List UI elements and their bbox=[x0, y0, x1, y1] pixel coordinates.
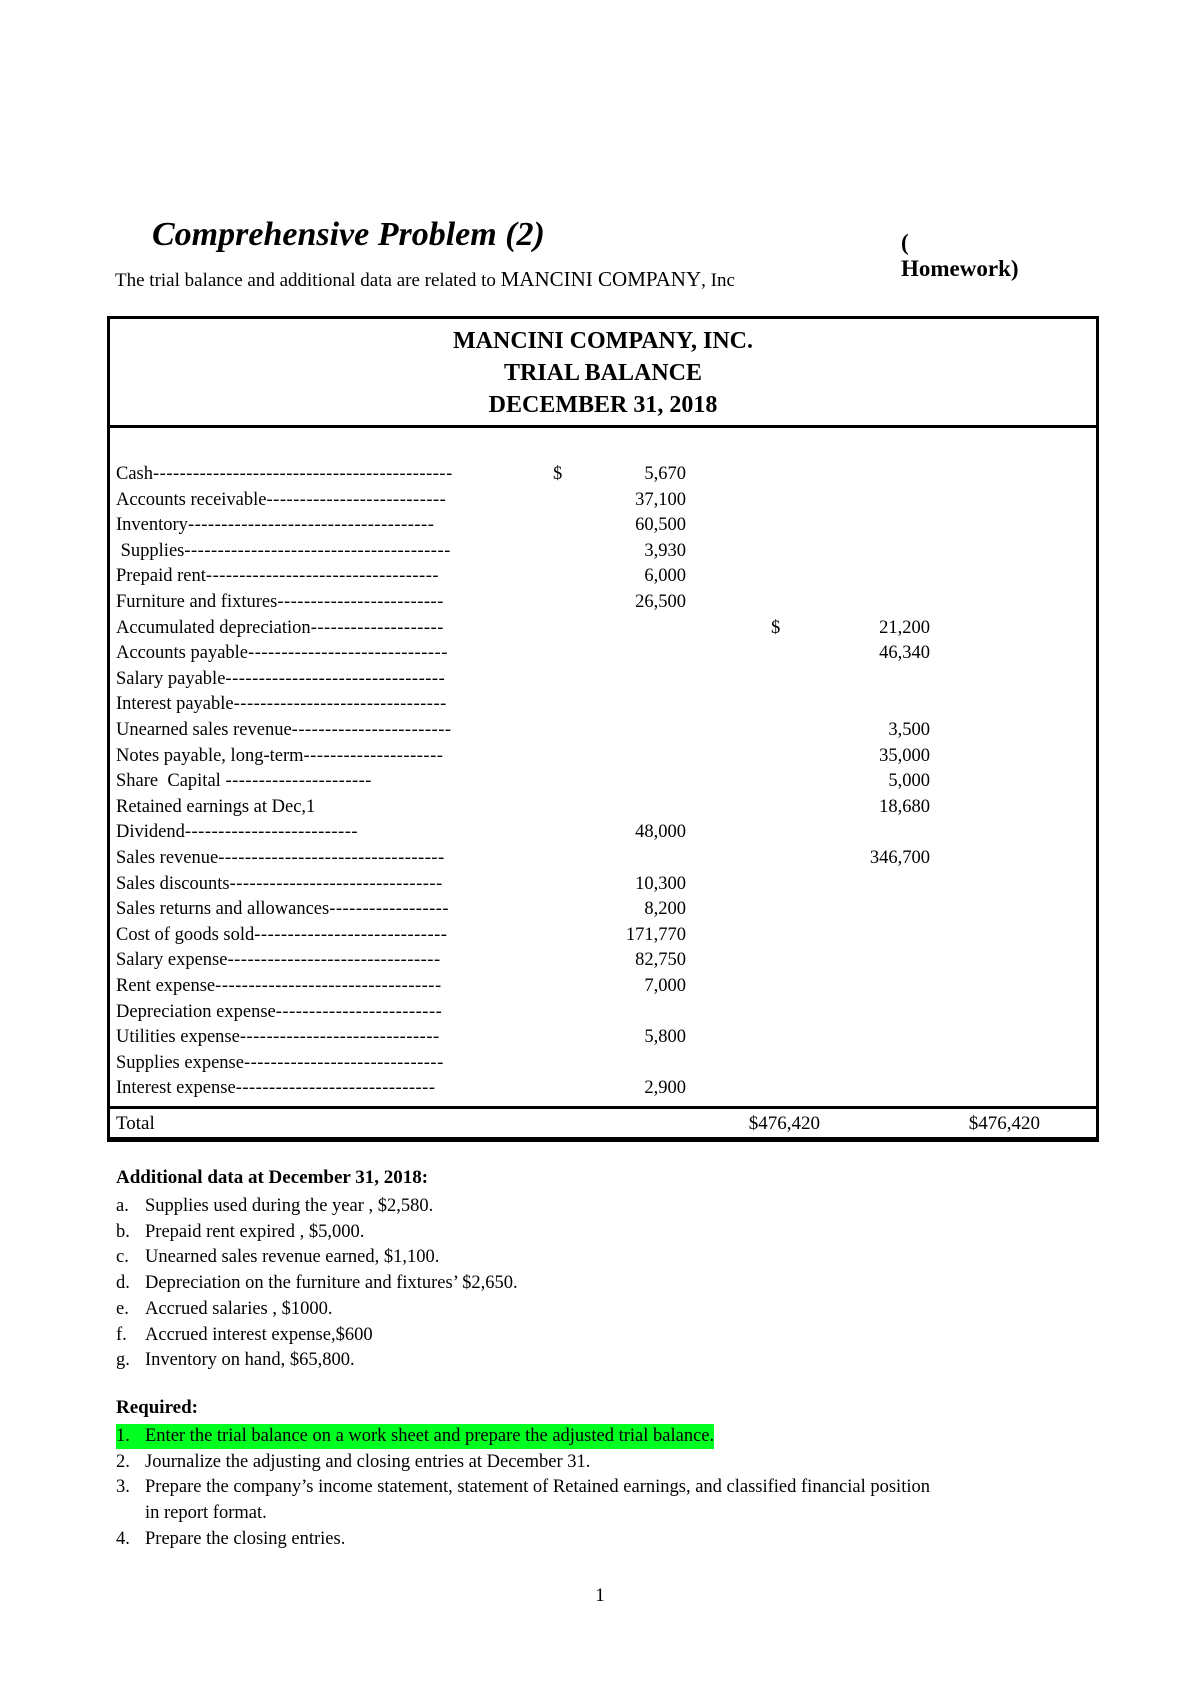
required-item bbox=[116, 1450, 590, 1475]
list-item bbox=[116, 1220, 364, 1245]
leader-dashes: ------------------------- bbox=[277, 592, 444, 612]
account-label: Accounts receivable bbox=[116, 490, 267, 510]
account-label: Cash bbox=[116, 464, 153, 484]
account-name bbox=[116, 590, 536, 615]
list-item bbox=[116, 1297, 333, 1322]
account-name bbox=[116, 564, 536, 589]
list-marker: g. bbox=[116, 1350, 130, 1370]
credit-amount bbox=[810, 1025, 930, 1050]
account-name bbox=[116, 820, 536, 845]
leader-dashes: -------------------------------- bbox=[233, 694, 447, 714]
account-name bbox=[116, 795, 536, 820]
leader-dashes: ----------------------------------- bbox=[205, 566, 440, 586]
account-label: Sales revenue bbox=[116, 848, 219, 868]
list-marker: e. bbox=[116, 1299, 129, 1319]
debit-amount bbox=[566, 641, 686, 666]
account-name bbox=[116, 846, 536, 871]
account-label: Utilities expense bbox=[116, 1027, 240, 1047]
account-name bbox=[116, 1025, 536, 1050]
debit-amount bbox=[566, 769, 686, 794]
list-marker: 4. bbox=[116, 1529, 130, 1549]
leader-dashes: ------------------------- bbox=[275, 1002, 443, 1022]
list-marker: b. bbox=[116, 1222, 130, 1242]
leader-dashes: -------------------------- bbox=[184, 822, 359, 842]
account-name bbox=[116, 1076, 536, 1101]
account-name bbox=[116, 641, 536, 666]
account-label: Accounts payable bbox=[116, 643, 249, 663]
debit-amount bbox=[566, 1000, 686, 1025]
account-label: Sales discounts bbox=[116, 874, 230, 894]
debit-amount bbox=[566, 616, 686, 641]
credit-amount: 21,200 bbox=[879, 618, 930, 638]
account-name bbox=[116, 974, 536, 999]
list-item bbox=[116, 1271, 518, 1296]
homework-tag: ( Homework) bbox=[901, 230, 1019, 281]
trial-balance-header bbox=[110, 319, 1096, 428]
list-text: Journalize the adjusting and closing entries at December 31. bbox=[145, 1452, 591, 1472]
debit-amount bbox=[566, 846, 686, 871]
intro-suffix: , Inc bbox=[701, 270, 735, 291]
leader-dashes: ------------------ bbox=[329, 899, 450, 919]
account-name bbox=[116, 667, 536, 692]
debit-amount: 82,750 bbox=[635, 950, 686, 970]
debit-amount: 7,000 bbox=[644, 976, 686, 996]
total-credit: $476,420 bbox=[968, 1113, 1040, 1134]
credit-amount bbox=[810, 872, 930, 897]
account-label: Salary payable bbox=[116, 669, 226, 689]
leader-dashes: ---------------------------------- bbox=[215, 976, 442, 996]
account-name bbox=[116, 616, 536, 641]
debit-amount: 26,500 bbox=[635, 592, 686, 612]
credit-currency: $ bbox=[771, 618, 781, 638]
credit-amount bbox=[810, 820, 930, 845]
leader-dashes: ------------------------------ bbox=[243, 1053, 444, 1073]
account-name bbox=[116, 769, 536, 794]
list-text: in report format. bbox=[145, 1503, 267, 1523]
account-name bbox=[116, 462, 536, 487]
leader-dashes: --------------------- bbox=[303, 746, 444, 766]
credit-amount: 18,680 bbox=[879, 797, 930, 817]
credit-amount bbox=[810, 564, 930, 589]
credit-amount bbox=[810, 590, 930, 615]
account-label: Supplies expense bbox=[116, 1053, 244, 1073]
statement-date: DECEMBER 31, 2018 bbox=[488, 392, 718, 418]
page-number: 1 bbox=[595, 1585, 605, 1606]
account-label: Unearned sales revenue bbox=[116, 720, 292, 740]
account-label: Sales returns and allowances bbox=[116, 899, 330, 919]
account-label: Cost of goods sold bbox=[116, 925, 255, 945]
debit-amount: 8,200 bbox=[644, 899, 686, 919]
credit-amount bbox=[810, 897, 930, 922]
list-marker: c. bbox=[116, 1247, 129, 1267]
list-marker: f. bbox=[116, 1325, 127, 1345]
credit-amount bbox=[810, 948, 930, 973]
list-marker: a. bbox=[116, 1196, 129, 1216]
account-label: Depreciation expense bbox=[116, 1002, 276, 1022]
list-marker: 2. bbox=[116, 1452, 130, 1472]
list-text: Depreciation on the furniture and fixtures’ $2,650. bbox=[145, 1273, 518, 1293]
credit-amount bbox=[810, 462, 930, 487]
debit-amount: 60,500 bbox=[635, 515, 686, 535]
debit-amount bbox=[566, 795, 686, 820]
leader-dashes: -------------------------------- bbox=[227, 950, 441, 970]
debit-amount bbox=[566, 744, 686, 769]
account-name bbox=[116, 897, 536, 922]
credit-amount bbox=[810, 974, 930, 999]
list-marker: d. bbox=[116, 1273, 130, 1293]
credit-amount bbox=[810, 667, 930, 692]
total-debit: $476,420 bbox=[748, 1113, 820, 1134]
leader-dashes: ------------------------------ bbox=[248, 643, 448, 663]
account-label: Salary expense bbox=[116, 950, 228, 970]
credit-amount bbox=[810, 1000, 930, 1025]
leader-dashes: ------------------------------ bbox=[239, 1027, 440, 1047]
account-label: Accumulated depreciation bbox=[116, 618, 311, 638]
list-text: Unearned sales revenue earned, $1,100. bbox=[145, 1247, 440, 1267]
statement-name: TRIAL BALANCE bbox=[503, 360, 703, 386]
credit-amount bbox=[810, 923, 930, 948]
account-name bbox=[116, 1000, 536, 1025]
leader-dashes: -------------------------------- bbox=[229, 874, 443, 894]
list-text: Supplies used during the year , $2,580. bbox=[145, 1196, 434, 1216]
account-name bbox=[116, 948, 536, 973]
account-label: Interest expense bbox=[116, 1078, 236, 1098]
additional-data-heading: Additional data at December 31, 2018: bbox=[116, 1167, 429, 1188]
list-text: Inventory on hand, $65,800. bbox=[145, 1350, 355, 1370]
account-name bbox=[116, 513, 536, 538]
account-label: Notes payable, long-term bbox=[116, 746, 304, 766]
account-label: Inventory bbox=[116, 515, 188, 535]
account-name bbox=[116, 744, 536, 769]
list-text: Prepare the closing entries. bbox=[145, 1529, 346, 1549]
account-name bbox=[116, 539, 536, 564]
debit-amount: 2,900 bbox=[644, 1078, 686, 1098]
account-name bbox=[116, 692, 536, 717]
company-name: MANCINI COMPANY, INC. bbox=[453, 328, 753, 354]
credit-amount bbox=[810, 1051, 930, 1076]
account-label: Supplies bbox=[116, 541, 185, 561]
debit-amount: 10,300 bbox=[635, 874, 686, 894]
list-marker: 1. bbox=[116, 1426, 130, 1446]
required-item bbox=[116, 1475, 930, 1500]
debit-amount: 37,100 bbox=[635, 490, 686, 510]
credit-amount: 46,340 bbox=[879, 643, 930, 663]
debit-amount: 3,930 bbox=[644, 541, 686, 561]
debit-amount bbox=[566, 667, 686, 692]
account-name bbox=[116, 1051, 536, 1076]
list-item bbox=[116, 1245, 439, 1270]
intro-prefix: The trial balance and additional data are related to bbox=[115, 270, 496, 291]
debit-amount bbox=[566, 718, 686, 743]
leader-dashes: ---------------------------------- bbox=[218, 848, 445, 868]
account-name bbox=[116, 923, 536, 948]
account-label: Rent expense bbox=[116, 976, 216, 996]
intro-company: MANCINI COMPANY bbox=[500, 267, 702, 291]
total-row bbox=[107, 1106, 1099, 1142]
list-text: Accrued interest expense,$600 bbox=[145, 1325, 373, 1345]
account-label: Interest payable bbox=[116, 694, 234, 714]
account-name bbox=[116, 872, 536, 897]
credit-amount bbox=[810, 539, 930, 564]
credit-amount: 5,000 bbox=[888, 771, 930, 791]
leader-dashes: --------------------------------- bbox=[225, 669, 446, 689]
list-text: Enter the trial balance on a work sheet and prepare the adjusted trial balance. bbox=[145, 1426, 715, 1446]
account-label: Prepaid rent bbox=[116, 566, 206, 586]
intro-text bbox=[115, 267, 735, 292]
leader-dashes: -------------------- bbox=[310, 618, 444, 638]
leader-dashes: ----------------------------- bbox=[254, 925, 448, 945]
leader-dashes: ---------------------- bbox=[225, 771, 372, 791]
highlighted-required-item bbox=[116, 1424, 714, 1449]
account-name bbox=[116, 488, 536, 513]
leader-dashes: ------------------------------ bbox=[235, 1078, 436, 1098]
page-title: Comprehensive Problem (2) bbox=[152, 216, 545, 253]
leader-dashes: ------------------------------------- bbox=[187, 515, 435, 535]
credit-amount: 346,700 bbox=[869, 848, 930, 868]
list-text: Prepaid rent expired , $5,000. bbox=[145, 1222, 365, 1242]
leader-dashes: ---------------------------------------- bbox=[184, 541, 451, 561]
credit-amount: 3,500 bbox=[888, 720, 930, 740]
list-marker: 3. bbox=[116, 1477, 130, 1497]
leader-dashes: --------------------------------------------- bbox=[153, 464, 453, 484]
list-item bbox=[116, 1194, 433, 1219]
debit-amount: 48,000 bbox=[635, 822, 686, 842]
list-text: Prepare the company’s income statement, statement of Retained earnings, and classified financial position bbox=[145, 1477, 930, 1497]
list-item bbox=[116, 1323, 373, 1348]
credit-amount bbox=[810, 513, 930, 538]
list-text: Accrued salaries , $1000. bbox=[145, 1299, 333, 1319]
list-item bbox=[116, 1348, 355, 1373]
account-label: Dividend bbox=[116, 822, 185, 842]
required-item bbox=[116, 1501, 267, 1526]
required-item bbox=[116, 1527, 345, 1552]
account-label: Share Capital bbox=[116, 771, 226, 791]
debit-amount: 6,000 bbox=[644, 566, 686, 586]
account-name bbox=[116, 718, 536, 743]
credit-amount: 35,000 bbox=[879, 746, 930, 766]
debit-amount bbox=[566, 692, 686, 717]
leader-dashes: ------------------------ bbox=[291, 720, 452, 740]
credit-amount bbox=[810, 488, 930, 513]
account-label: Retained earnings at Dec,1 bbox=[116, 797, 316, 817]
credit-amount bbox=[810, 1076, 930, 1101]
required-heading: Required: bbox=[116, 1397, 198, 1418]
debit-amount bbox=[566, 1051, 686, 1076]
total-label: Total bbox=[116, 1113, 155, 1134]
debit-amount: 171,770 bbox=[625, 925, 686, 945]
debit-currency: $ bbox=[553, 464, 563, 484]
credit-amount bbox=[810, 692, 930, 717]
account-label: Furniture and fixtures bbox=[116, 592, 278, 612]
debit-amount: 5,670 bbox=[644, 464, 686, 484]
leader-dashes: --------------------------- bbox=[266, 490, 447, 510]
debit-amount: 5,800 bbox=[644, 1027, 686, 1047]
